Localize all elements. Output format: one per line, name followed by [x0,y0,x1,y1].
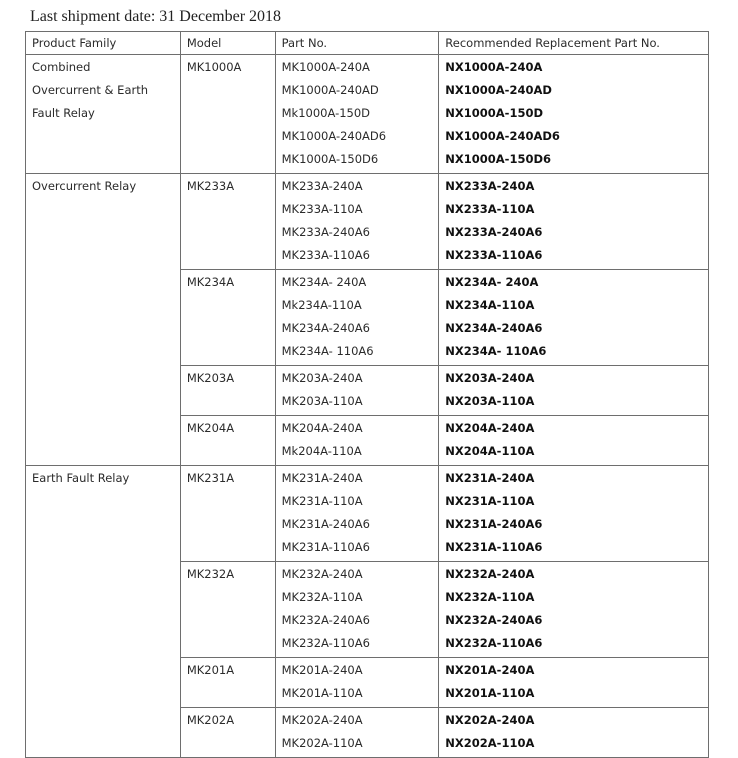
part-no-text: MK233A-110A [281,202,363,216]
replacement-parts-table [25,31,709,758]
replacement-part-no-cell [439,416,709,466]
replacement-part-no-cell [439,708,709,758]
replacement-part-no-text: NX231A-110A6 [445,540,543,554]
replacement-part-no-text: NX233A-240A6 [445,225,543,239]
header-product-family: Product Family [26,32,181,55]
replacement-part-no-text: NX234A- 240A [445,275,539,289]
product-family-cell [26,466,181,758]
model-text: MK202A [186,713,235,727]
part-no-text: MK1000A-240AD [281,83,379,97]
model-text: MK1000A [186,60,242,74]
product-family-cell [26,174,181,466]
model-cell [180,270,275,366]
replacement-part-no-text: NX233A-110A [445,202,535,216]
replacement-part-no-text: NX1000A-240AD6 [445,129,560,143]
replacement-part-no-text: NX232A-110A6 [445,636,543,650]
part-no-text: MK231A-240A [281,471,363,485]
part-no-cell [275,174,439,270]
replacement-part-no-cell [439,174,709,270]
part-no-text: MK234A- 240A [281,275,367,289]
replacement-part-no-text: NX233A-110A6 [445,248,543,262]
replacement-part-no-text: NX204A-240A [445,421,535,435]
product-family-text: Overcurrent & Earth [32,83,149,97]
table-body [26,55,709,758]
replacement-part-no-text: NX201A-240A [445,663,535,677]
part-no-cell [275,55,439,174]
part-no-text: Mk1000A-150D [281,106,371,120]
model-cell [180,466,275,562]
table-row [26,174,709,270]
part-no-text: MK1000A-150D6 [281,152,379,166]
header-model: Model [180,32,275,55]
part-no-text: Mk234A-110A [281,298,362,312]
model-text: MK204A [186,421,235,435]
part-no-text: MK201A-110A [281,686,363,700]
replacement-part-no-text: NX231A-240A6 [445,517,543,531]
table-header [26,32,709,55]
replacement-part-no-text: NX1000A-240A [445,60,543,74]
replacement-part-no-text: NX203A-110A [445,394,535,408]
model-cell [180,55,275,174]
model-text: MK231A [186,471,235,485]
part-no-text: MK231A-110A [281,494,363,508]
product-family-text: Fault Relay [32,106,95,120]
part-no-text: MK1000A-240A [281,60,370,74]
part-no-text: MK233A-240A [281,179,363,193]
replacement-part-no-text: NX231A-240A [445,471,535,485]
replacement-part-no-text: NX232A-240A [445,567,535,581]
part-no-text: MK232A-110A6 [281,636,370,650]
part-no-text: MK203A-240A [281,371,363,385]
replacement-part-no-text: NX201A-110A [445,686,535,700]
model-cell [180,174,275,270]
model-text: MK233A [186,179,235,193]
replacement-part-no-text: NX202A-240A [445,713,535,727]
part-no-text: MK234A-240A6 [281,321,370,335]
replacement-part-no-text: NX202A-110A [445,736,535,750]
part-no-text: MK203A-110A [281,394,363,408]
part-no-text: MK202A-110A [281,736,363,750]
replacement-part-no-cell [439,658,709,708]
part-no-text: MK204A-240A [281,421,363,435]
last-shipment-date: Last shipment date: 31 December 2018 [30,8,282,25]
part-no-cell [275,270,439,366]
table-row [26,466,709,562]
model-cell [180,416,275,466]
model-cell [180,562,275,658]
part-no-cell [275,366,439,416]
part-no-text: MK232A-240A [281,567,363,581]
part-no-text: MK231A-240A6 [281,517,370,531]
model-cell [180,658,275,708]
replacement-part-no-text: NX234A- 110A6 [445,344,547,358]
model-text: MK203A [186,371,235,385]
model-cell [180,708,275,758]
part-no-text: MK232A-110A [281,590,363,604]
replacement-part-no-cell [439,466,709,562]
model-text: MK201A [186,663,235,677]
model-text: MK232A [186,567,235,581]
table-row [26,55,709,174]
model-cell [180,366,275,416]
part-no-cell [275,562,439,658]
replacement-part-no-text: NX1000A-150D [445,106,544,120]
part-no-text: MK201A-240A [281,663,363,677]
product-family-cell [26,55,181,174]
part-no-cell [275,416,439,466]
header-row [26,32,709,55]
part-no-cell [275,658,439,708]
part-no-text: Mk204A-110A [281,444,362,458]
replacement-part-no-text: NX233A-240A [445,179,535,193]
replacement-part-no-text: NX204A-110A [445,444,535,458]
part-no-text: MK233A-240A6 [281,225,370,239]
model-text: MK234A [186,275,235,289]
product-family-text: Earth Fault Relay [32,471,130,485]
replacement-part-no-text: NX1000A-240AD [445,83,552,97]
product-family-text: Overcurrent Relay [32,179,137,193]
part-no-text: MK202A-240A [281,713,363,727]
replacement-part-no-text: NX234A-110A [445,298,535,312]
part-no-cell [275,708,439,758]
replacement-part-no-cell [439,366,709,416]
replacement-part-no-cell [439,55,709,174]
part-no-text: MK1000A-240AD6 [281,129,387,143]
replacement-part-no-text: NX232A-110A [445,590,535,604]
header-part-no: Part No. [275,32,439,55]
replacement-part-no-cell [439,270,709,366]
part-no-text: MK232A-240A6 [281,613,370,627]
replacement-part-no-text: NX231A-110A [445,494,535,508]
replacement-part-no-text: NX234A-240A6 [445,321,543,335]
replacement-part-no-text: NX232A-240A6 [445,613,543,627]
replacement-part-no-cell [439,562,709,658]
part-no-cell [275,466,439,562]
replacement-part-no-text: NX1000A-150D6 [445,152,552,166]
part-no-text: MK233A-110A6 [281,248,370,262]
part-no-text: MK231A-110A6 [281,540,370,554]
part-no-text: MK234A- 110A6 [281,344,374,358]
product-family-text: Combined [32,60,91,74]
replacement-part-no-text: NX203A-240A [445,371,535,385]
header-replacement-part-no: Recommended Replacement Part No. [439,32,709,55]
